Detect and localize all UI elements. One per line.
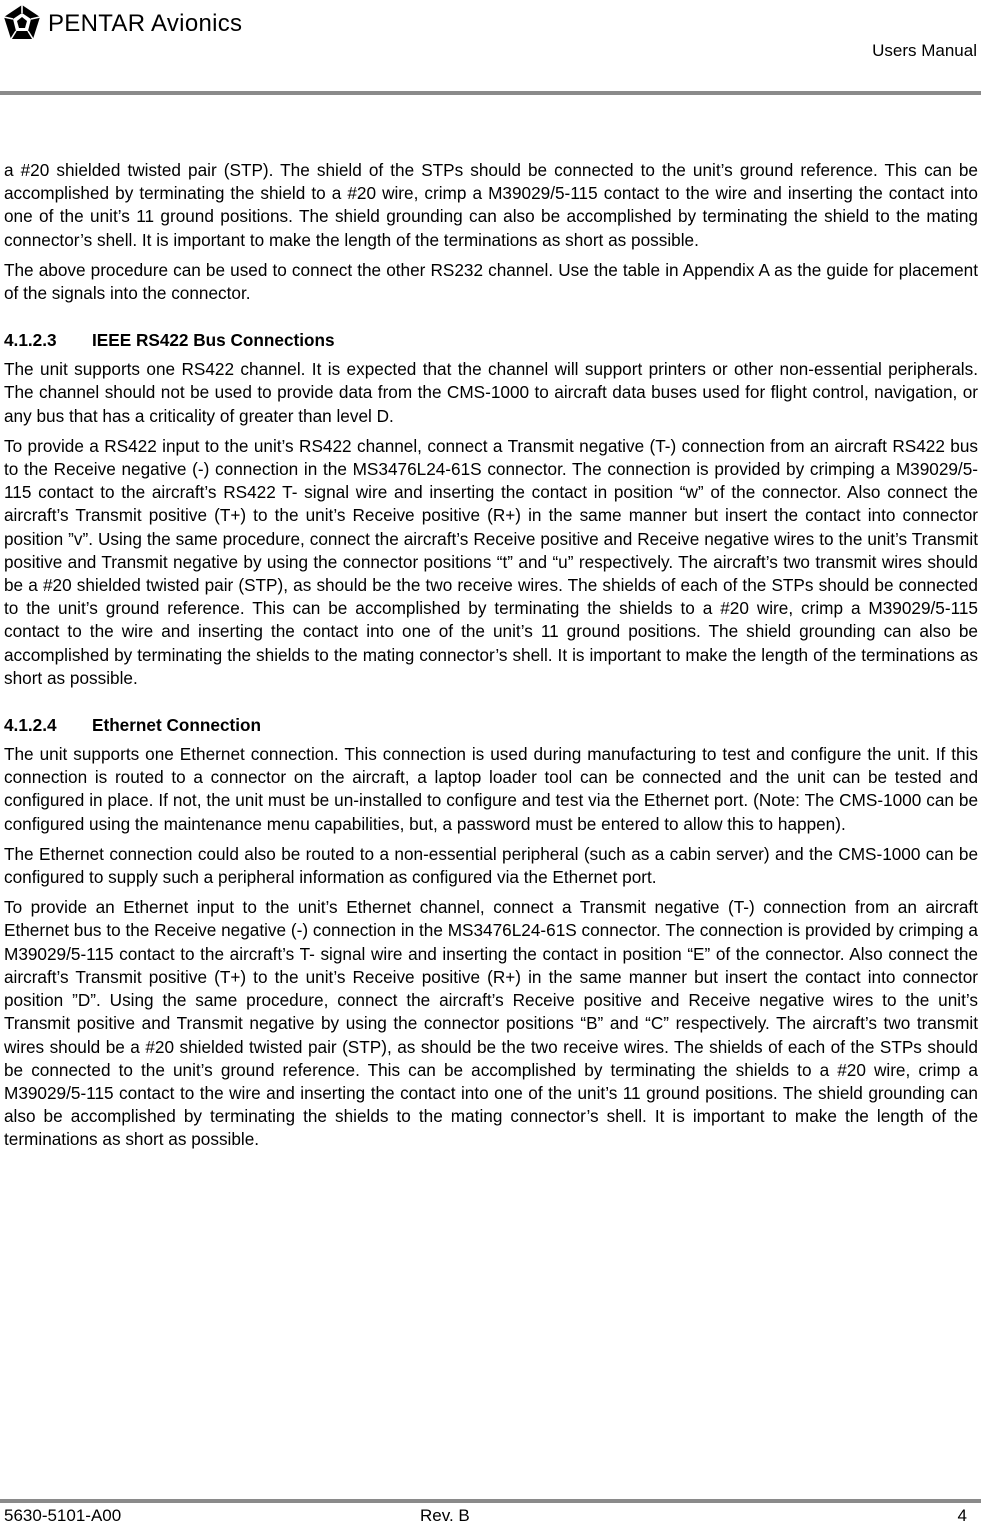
revision-label: Rev. B — [420, 1506, 470, 1525]
body-paragraph: The above procedure can be used to connect the other RS232 channel. Use the table in Appendix A as the guide for placement of the signals into the connector. — [4, 259, 978, 304]
page-header — [0, 0, 981, 100]
manual-title: Users Manual — [872, 41, 977, 60]
page-number: 4 — [957, 1506, 967, 1525]
body-paragraph: To provide an Ethernet input to the unit’s Ethernet channel, connect a Transmit negative (T-) connection from an aircraft Ethernet bus to the Receive negative (-) connection in the MS3476L24-61S connector. The connection is provided by crimping a M39029/5-115 contact to the aircraft’s T- signal wire and inserting the contact in position “E” of the connector. Also connect the aircraft’s Transmit positive (T+) to the unit’s Receive positive (R+) in the same manner but insert the contact into connector position ”D”. Using the same procedure, connect the aircraft’s Receive positive and Receive negative wires to the unit’s Transmit positive and Transmit negative by using the connector positions “B” and “C” respectively. The aircraft’s two transmit wires should be a #20 shielded twisted pair (STP), as should be the two receive wires. The shields of each of the STPs should be connected to the unit’s ground reference. This can be accomplished by terminating the shields to a #20 wire, crimp a M39029/5-115 contact to the wire and inserting the contact into one of the unit’s 11 ground positions. The shield grounding can also be accomplished by terminating the shields to the mating connector’s shell. It is important to make the length of the terminations as short as possible. — [4, 897, 978, 1150]
section-title: IEEE RS422 Bus Connections — [92, 330, 335, 351]
body-paragraph: The Ethernet connection could also be routed to a non-essential peripheral (such as a cabin server) and the CMS-1000 can be configured to supply such a peripheral information as configured via the Ethernet port. — [4, 843, 978, 888]
body-paragraph: To provide a RS422 input to the unit’s RS422 channel, connect a Transmit negative (T-) connection from an aircraft RS422 bus to the Receive negative (-) connection in the MS3476L24-61S connector. The connection is provided by crimping a M39029/5-115 contact to the aircraft’s RS422 T- signal wire and inserting the contact in position “w” of the connector. Also connect the aircraft’s Transmit positive (T+) to the unit’s Receive positive (R+) in the same manner but insert the contact into connector position ”v”. Using the same procedure, connect the aircraft’s Receive positive and Receive negative wires to the unit’s Transmit positive and Transmit negative by using the connector positions “t” and “u” respectively. The aircraft’s two transmit wires should be a #20 shielded twisted pair (STP), as should be the two receive wires. The shields of each of the STPs should be connected to the unit’s ground reference. This can be accomplished by terminating the shields to a #20 wire, crimp a M39029/5-115 contact to the wire and inserting the contact into one of the unit’s 11 ground positions. The shield grounding can also be accomplished by terminating the shields to the mating connector’s shell. It is important to make the length of the terminations as short as possible. — [4, 435, 978, 688]
header-divider — [0, 91, 981, 95]
section-number: 4.1.2.3 — [4, 330, 57, 351]
document-number: 5630-5101-A00 — [4, 1506, 122, 1525]
section-title: Ethernet Connection — [92, 715, 262, 736]
pentar-logo-icon — [2, 4, 42, 42]
footer-divider — [0, 1499, 981, 1503]
body-paragraph: a #20 shielded twisted pair (STP). The shield of the STPs should be connected to the unit’s ground reference. This can be accomplished by terminating the shield to a #20 wire, crimp a M39029/5-115 contact to the wire and inserting the contact into one of the unit’s 11 ground positions. The shield grounding can also be accomplished by terminating the shield to the mating connector’s shell. It is important to make the length of the terminations as short as possible. — [4, 160, 978, 250]
page-footer — [0, 1507, 981, 1525]
section-heading-rs422 — [4, 329, 978, 352]
body-paragraph: The unit supports one RS422 channel. It is expected that the channel will support printers or other non-essential peripherals. The channel should not be used to provide data from the CMS-1000 to aircraft data buses used for flight control, navigation, or any bus that has a criticality of greater than level D. — [4, 359, 978, 426]
body-paragraph: The unit supports one Ethernet connection. This connection is used during manufacturing to test and configure the unit. If this connection is routed to a connector on the aircraft, a laptop loader tool can be connected and the unit can be tested and configured in place. If not, the unit must be un-installed to configure and test via the Ethernet port. (Note: The CMS-1000 can be configured using the maintenance menu capabilities, but, a password must be entered to allow this to happen). — [4, 744, 978, 834]
section-heading-ethernet — [4, 714, 978, 737]
document-body — [4, 159, 978, 1159]
section-number: 4.1.2.4 — [4, 715, 57, 736]
brand-logo — [2, 4, 242, 42]
brand-name: PENTAR Avionics — [48, 10, 243, 37]
